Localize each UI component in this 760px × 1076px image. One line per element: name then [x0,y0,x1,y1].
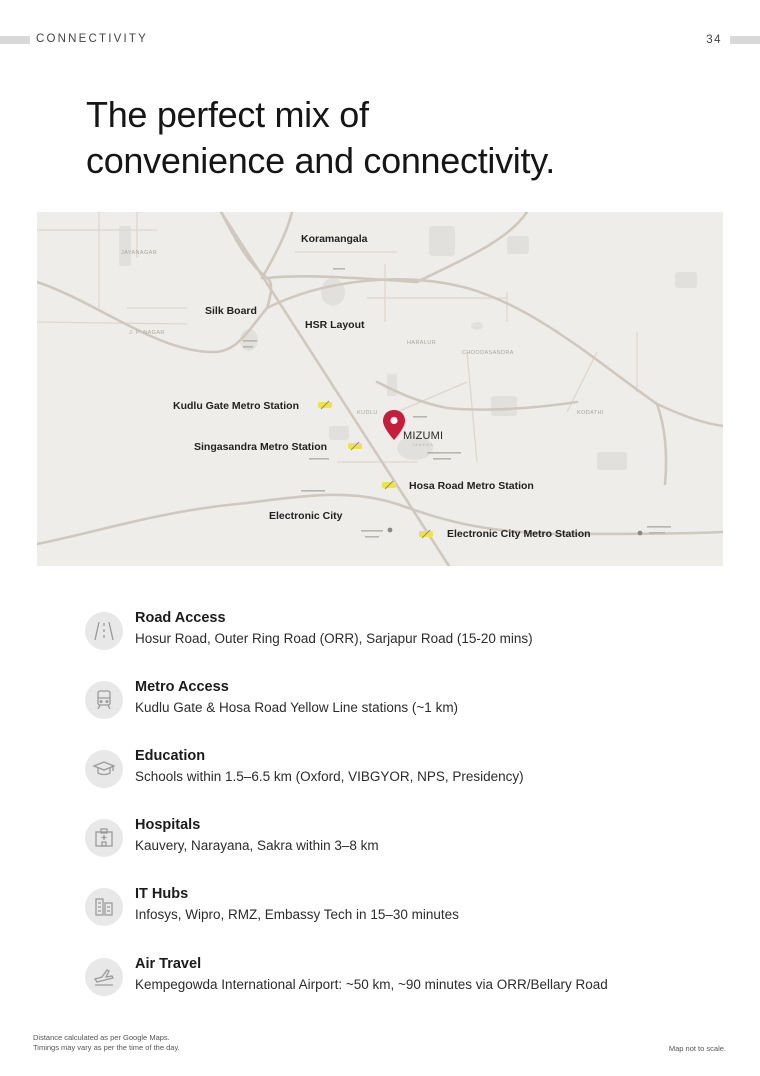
footer-disclaimer-line-2: Timings may vary as per the time of the day. [33,1043,180,1052]
feature-description: Infosys, Wipro, RMZ, Embassy Tech in 15–30 minutes [135,907,459,922]
office-building-icon [85,888,123,926]
feature-description: Kempegowda International Airport: ~50 km, ~90 minutes via ORR/Bellary Road [135,977,608,992]
map-area-jayanagar: JAYANAGAR [121,250,158,256]
metro-icon [85,681,123,719]
header-left-bar [0,36,30,44]
map-label-hosa-road-metro: Hosa Road Metro Station [409,480,534,492]
footer-disclaimer-line-1: Distance calculated as per Google Maps. [33,1033,170,1042]
road-icon [85,612,123,650]
page-number: 34 [706,34,722,46]
metro-marker-icon [318,401,332,409]
map-area-kodathi: KODATHI [577,410,604,416]
map-label-singasandra-metro: Singasandra Metro Station [194,441,328,453]
feature-description: Kudlu Gate & Hosa Road Yellow Line stations (~1 km) [135,700,459,715]
project-logo-subtext: TAKEDA [412,443,435,447]
hospital-icon [85,819,123,857]
map-poi-dot [638,531,643,536]
list-item [85,744,725,800]
feature-title: Air Travel [135,956,202,972]
section-label: CONNECTIVITY [36,33,149,45]
graduation-cap-icon [85,750,123,788]
metro-marker-icon [382,481,396,489]
map-poi-dot [388,528,393,533]
list-item [85,606,725,662]
location-map [37,212,723,566]
map-label-kudlu-gate-metro: Kudlu Gate Metro Station [173,400,299,412]
map-label-electronic-city: Electronic City [269,510,343,522]
map-label-silk-board: Silk Board [205,305,257,317]
header-right-bar [730,36,760,44]
map-area-kudlu: KUDLU [357,410,378,416]
map-label-koramangala: Koramangala [301,233,368,245]
feature-description: Kauvery, Narayana, Sakra within 3–8 km [135,838,379,853]
page-title-line-1: The perfect mix of [86,94,369,135]
list-item [85,813,725,869]
metro-marker-icon [419,530,433,538]
feature-title: Road Access [135,610,226,626]
map-area-choodasandra: CHOODASANDRA [462,350,514,356]
map-label-electronic-city-metro: Electronic City Metro Station [447,528,591,540]
list-item [85,882,725,938]
map-area-jp-nagar: J. P. NAGAR [129,330,165,336]
feature-title: IT Hubs [135,886,189,902]
page-title-line-2: convenience and connectivity. [86,140,555,181]
map-label-hsr-layout: HSR Layout [305,319,365,331]
feature-title: Education [135,748,206,764]
feature-description: Hosur Road, Outer Ring Road (ORR), Sarjapur Road (15-20 mins) [135,631,533,646]
footer-disclaimer [33,1033,180,1053]
project-logo-text: MIZUMI [403,430,444,442]
metro-marker-icon [348,442,362,450]
feature-description: Schools within 1.5–6.5 km (Oxford, VIBGYOR, NPS, Presidency) [135,769,524,784]
map-area-haralur: HARALUR [407,340,437,346]
feature-title: Hospitals [135,817,201,833]
list-item [85,952,725,1008]
feature-title: Metro Access [135,679,229,695]
map-canvas [37,212,723,566]
map-major-roads [37,212,723,566]
footer-map-note: Map not to scale. [668,1044,726,1053]
airplane-icon [85,958,123,996]
list-item [85,675,725,731]
project-location-pin-icon [383,410,405,440]
page-title [86,92,555,184]
